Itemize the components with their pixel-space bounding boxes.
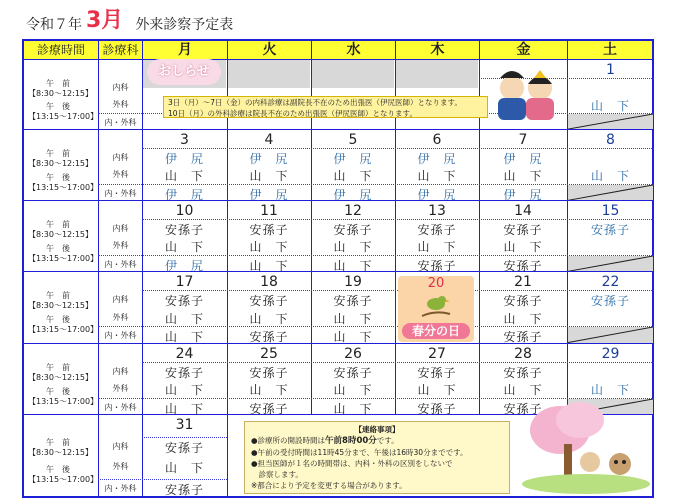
time-pm-range: 【13:15～17:00】 bbox=[28, 396, 99, 406]
page-title bbox=[26, 6, 233, 34]
time-am-range: 【8:30～12:15】 bbox=[28, 230, 94, 240]
day-number: 17 bbox=[175, 274, 194, 290]
saturday-closed bbox=[568, 185, 653, 200]
day-number: 29 bbox=[601, 346, 620, 362]
time-pm-label: 午 後 bbox=[46, 465, 70, 475]
contact-line-4: 診察します。 bbox=[251, 470, 303, 479]
day-number: 22 bbox=[601, 274, 620, 290]
doctor-geka: 山 下 bbox=[503, 383, 543, 398]
day-number: 11 bbox=[260, 203, 278, 219]
dept-both: 内・外科 bbox=[104, 331, 137, 341]
dept-naika: 内科 bbox=[112, 295, 129, 305]
doctor-naika: 安孫子 bbox=[164, 366, 204, 381]
doctor-naika: 安孫子 bbox=[164, 294, 204, 309]
doctor-naika: 安孫子 bbox=[333, 223, 373, 238]
doctor-pm: 山 下 bbox=[249, 258, 289, 273]
doctor-naika: 伊 尻 bbox=[333, 152, 373, 167]
doctor-geka: 山 下 bbox=[503, 311, 543, 326]
dept-both: 内・外科 bbox=[104, 483, 137, 493]
day-number: 31 bbox=[175, 417, 194, 433]
doctor-pm: 安孫子 bbox=[503, 258, 543, 273]
contact-line-1b: 午前8時00分 bbox=[325, 436, 377, 446]
header-time: 診療時間 bbox=[24, 41, 98, 59]
doctor-naika: 安孫子 bbox=[590, 294, 630, 309]
saturday-closed bbox=[568, 327, 653, 343]
dept-geka: 外科 bbox=[112, 384, 129, 394]
notice-box bbox=[163, 96, 488, 118]
time-am-label: 午 前 bbox=[46, 291, 70, 301]
doctor-pm: 伊 尻 bbox=[417, 187, 457, 202]
doctor-geka: 山 下 bbox=[590, 169, 630, 184]
notice-line-2: 10日（月）の外科診療は院長不在のため出張医（伊尻医師）となります。 bbox=[168, 109, 417, 118]
time-pm-label: 午 後 bbox=[46, 172, 70, 182]
time-pm-range: 【13:15～17:00】 bbox=[28, 112, 99, 121]
holiday-name: 春分の日 bbox=[402, 323, 470, 339]
time-pm-label: 午 後 bbox=[46, 243, 70, 253]
empty-date-cell bbox=[396, 60, 478, 88]
doctor-geka: 山 下 bbox=[417, 169, 457, 184]
contact-title: 【連絡事項】 bbox=[354, 425, 400, 434]
doctor-naika: 安孫子 bbox=[503, 366, 543, 381]
doctor-naika: 安孫子 bbox=[417, 223, 457, 238]
saturday-closed bbox=[568, 114, 653, 129]
time-am-range: 【8:30～12:15】 bbox=[28, 159, 94, 169]
doctor-geka: 山 下 bbox=[164, 169, 204, 184]
grid-hline bbox=[98, 479, 227, 480]
dept-both: 内・外科 bbox=[104, 259, 137, 269]
time-am-label: 午 前 bbox=[46, 78, 70, 88]
doctor-naika: 安孫子 bbox=[164, 440, 204, 455]
dept-both: 内・外科 bbox=[104, 402, 137, 412]
doctor-naika: 伊 尻 bbox=[164, 152, 204, 167]
doctor-geka: 山 下 bbox=[590, 383, 630, 398]
doctor-naika: 安孫子 bbox=[249, 223, 289, 238]
doctor-naika: 安孫子 bbox=[249, 366, 289, 381]
doctor-pm: 安孫子 bbox=[503, 330, 543, 345]
time-am-label: 午 前 bbox=[46, 437, 70, 447]
doctor-geka: 山 下 bbox=[333, 311, 373, 326]
time-am-range: 【8:30～12:15】 bbox=[28, 447, 94, 457]
doctor-pm: 山 下 bbox=[333, 401, 373, 416]
doctor-pm: 伊 尻 bbox=[503, 187, 543, 202]
day-number: 7 bbox=[518, 132, 528, 148]
dept-naika: 内科 bbox=[112, 153, 129, 163]
doctor-naika: 安孫子 bbox=[590, 223, 630, 238]
doctor-geka: 山 下 bbox=[333, 169, 373, 184]
day-number: 18 bbox=[260, 274, 278, 290]
doctor-geka: 山 下 bbox=[249, 169, 289, 184]
time-am-range: 【8:30～12:15】 bbox=[28, 88, 94, 98]
doctor-pm: 安孫子 bbox=[417, 258, 457, 273]
empty-date-cell bbox=[228, 60, 310, 88]
month: 3月 bbox=[86, 8, 124, 33]
holiday-cell bbox=[398, 276, 474, 342]
doctor-geka: 山 下 bbox=[249, 383, 289, 398]
contact-line-5: ※都合により予定を変更する場合があります。 bbox=[251, 481, 407, 490]
doctor-naika: 伊 尻 bbox=[417, 152, 457, 167]
doctor-pm: 山 下 bbox=[164, 330, 204, 345]
doctor-geka: 山 下 bbox=[249, 240, 289, 255]
dept-naika: 内科 bbox=[112, 441, 129, 451]
doctor-pm: 山 下 bbox=[164, 401, 204, 416]
doctor-naika: 安孫子 bbox=[417, 366, 457, 381]
time-am-label: 午 前 bbox=[46, 149, 70, 159]
time-pm-label: 午 後 bbox=[46, 315, 70, 325]
dept-geka: 外科 bbox=[112, 99, 129, 109]
schedule-label: 外来診察予定表 bbox=[135, 17, 234, 33]
day-number: 13 bbox=[428, 203, 446, 219]
time-am-range: 【8:30～12:15】 bbox=[28, 373, 94, 383]
time-pm-range: 【13:15～17:00】 bbox=[28, 475, 99, 485]
doctor-geka: 山 下 bbox=[333, 240, 373, 255]
contact-notes bbox=[244, 421, 510, 494]
dept-both: 内・外科 bbox=[104, 188, 137, 198]
doctor-pm: 安孫子 bbox=[417, 401, 457, 416]
doctor-geka: 山 下 bbox=[164, 383, 204, 398]
header-dept: 診療科 bbox=[99, 41, 142, 59]
doctor-geka: 山 下 bbox=[417, 240, 457, 255]
notice-badge: おしらせ bbox=[147, 59, 221, 85]
header-thu: 木 bbox=[396, 41, 479, 59]
day-number: 1 bbox=[606, 62, 615, 78]
contact-line-1 bbox=[251, 435, 503, 447]
day-number: 27 bbox=[428, 346, 446, 362]
contact-line-1c: です。 bbox=[376, 436, 399, 445]
contact-line-2: ●午前の受付時間は11時45分まで、午後は16時30分までです。 bbox=[251, 448, 468, 457]
dept-geka: 外科 bbox=[112, 462, 129, 472]
time-pm-label: 午 後 bbox=[46, 102, 70, 111]
era-year: 令和７年 bbox=[26, 17, 82, 33]
time-pm-range: 【13:15～17:00】 bbox=[28, 325, 99, 335]
day-number: 24 bbox=[175, 346, 194, 362]
cherry-tree-illustration bbox=[520, 400, 652, 495]
doctor-geka: 山 下 bbox=[333, 383, 373, 398]
doctor-pm: 山 下 bbox=[333, 258, 373, 273]
doctor-geka: 山 下 bbox=[503, 240, 543, 255]
day-number: 26 bbox=[344, 346, 362, 362]
dept-naika: 内科 bbox=[112, 367, 129, 377]
doctor-geka: 山 下 bbox=[164, 311, 204, 326]
doctor-pm: 伊 尻 bbox=[164, 258, 204, 273]
bird-icon bbox=[420, 290, 452, 320]
header-tue: 火 bbox=[228, 41, 311, 59]
dept-geka: 外科 bbox=[112, 170, 129, 180]
day-number: 12 bbox=[344, 203, 362, 219]
header-mon: 月 bbox=[143, 41, 227, 59]
time-pm-range: 【13:15～17:00】 bbox=[28, 182, 99, 192]
doctor-pm: 安孫子 bbox=[249, 330, 289, 345]
day-number: 6 bbox=[432, 132, 442, 148]
time-am-range: 【8:30～12:15】 bbox=[28, 301, 94, 311]
doctor-naika: 安孫子 bbox=[333, 294, 373, 309]
doctor-pm: 山 下 bbox=[333, 330, 373, 345]
day-number: 21 bbox=[514, 274, 532, 290]
doctor-geka: 山 下 bbox=[164, 240, 204, 255]
contact-line-1a: ●診療所の開設時間は bbox=[251, 436, 326, 445]
time-pm-range: 【13:15～17:00】 bbox=[28, 253, 99, 263]
dept-naika: 内科 bbox=[112, 82, 129, 92]
doctor-geka: 山 下 bbox=[503, 169, 543, 184]
day-number: 4 bbox=[264, 132, 274, 148]
doctor-geka: 山 下 bbox=[249, 311, 289, 326]
day-number: 8 bbox=[606, 132, 615, 148]
time-am-label: 午 前 bbox=[46, 363, 70, 373]
grid-hline bbox=[142, 437, 227, 438]
dept-geka: 外科 bbox=[112, 312, 129, 322]
doctor-pm: 安孫子 bbox=[249, 401, 289, 416]
contact-line-3: ●担当医師が１名の時間帯は、内科・外科の区別をしないで bbox=[251, 459, 453, 468]
header-sat: 土 bbox=[568, 41, 652, 59]
doctor-pm: 伊 尻 bbox=[333, 187, 373, 202]
doctor-naika: 伊 尻 bbox=[503, 152, 543, 167]
doctor-pm: 伊 尻 bbox=[249, 187, 289, 202]
doctor-geka: 山 下 bbox=[590, 98, 630, 113]
doctor-geka: 山 下 bbox=[417, 383, 457, 398]
doctor-geka: 山 下 bbox=[164, 461, 204, 476]
day-number: 28 bbox=[514, 346, 532, 362]
hina-doll-illustration bbox=[490, 58, 562, 122]
day-number: 15 bbox=[601, 203, 620, 219]
notice-line-1: 3日（月）～7日（金）の内科診療は副院長不在のため出張医（伊尻医師）となります。 bbox=[168, 98, 462, 107]
day-number: 10 bbox=[175, 203, 194, 219]
day-number: 5 bbox=[348, 132, 358, 148]
day-number: 14 bbox=[514, 203, 532, 219]
day-number: 3 bbox=[180, 132, 189, 148]
header-fri: 金 bbox=[480, 41, 567, 59]
doctor-pm: 安孫子 bbox=[164, 482, 204, 497]
doctor-naika: 安孫子 bbox=[333, 366, 373, 381]
header-wed: 水 bbox=[312, 41, 395, 59]
time-am-label: 午 前 bbox=[46, 220, 70, 230]
holiday-day: 20 bbox=[427, 276, 445, 291]
dept-naika: 内科 bbox=[112, 224, 129, 234]
day-number: 19 bbox=[344, 274, 362, 290]
empty-date-cell bbox=[312, 60, 394, 88]
doctor-naika: 安孫子 bbox=[503, 294, 543, 309]
doctor-naika: 伊 尻 bbox=[249, 152, 289, 167]
grid-vline bbox=[227, 414, 228, 498]
doctor-naika: 安孫子 bbox=[249, 294, 289, 309]
dept-both: 内・外科 bbox=[104, 117, 137, 127]
dept-geka: 外科 bbox=[112, 241, 129, 251]
doctor-pm: 安孫子 bbox=[503, 401, 543, 416]
doctor-pm: 伊 尻 bbox=[164, 187, 204, 202]
time-pm-label: 午 後 bbox=[46, 386, 70, 396]
day-number: 25 bbox=[260, 346, 278, 362]
doctor-naika: 安孫子 bbox=[503, 223, 543, 238]
saturday-closed bbox=[568, 256, 653, 271]
doctor-naika: 安孫子 bbox=[164, 223, 204, 238]
